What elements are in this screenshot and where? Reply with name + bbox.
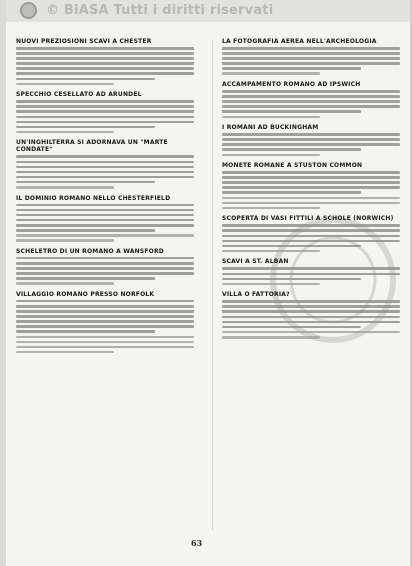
article (222, 81, 400, 118)
article-title: VILLAGGIO ROMANO PRESSO NORFOLK (16, 290, 155, 298)
text-line (16, 116, 194, 119)
text-line (222, 90, 400, 93)
text-line (222, 100, 400, 103)
source-citation-line (16, 282, 114, 285)
page-number: 63 (191, 538, 203, 548)
text-line (222, 186, 400, 189)
source-citation-line (222, 116, 320, 119)
article-title: NUOVI PREZIOSIONI SCAVI A CHESTER (16, 38, 152, 45)
text-line (16, 78, 155, 81)
article-title: SPECCHIO CESELLATO AD ARUNDEL (16, 91, 142, 99)
article (222, 258, 400, 285)
text-line (16, 67, 194, 70)
text-line (222, 229, 400, 232)
text-line (16, 181, 155, 184)
text-line (222, 143, 400, 146)
source-citation-line (16, 83, 114, 86)
text-line (16, 121, 194, 124)
text-line (16, 219, 194, 222)
text-line (16, 47, 194, 50)
text-line (16, 126, 155, 129)
text-line (16, 171, 194, 174)
text-line (16, 214, 194, 217)
article (222, 215, 400, 252)
article-title: MONETE ROMANE A STUSTON COMMON (222, 162, 363, 170)
source-citation-line (16, 131, 114, 134)
source-citation-line (16, 239, 114, 242)
article-title: I ROMANI AD BUCKINGHAM (222, 124, 319, 132)
text-line (16, 166, 194, 169)
text-line (16, 325, 194, 328)
text-line (16, 176, 194, 179)
text-line (222, 278, 361, 281)
source-citation-line (222, 72, 320, 75)
text-line (222, 171, 400, 174)
text-line (16, 300, 194, 303)
right-column (222, 38, 400, 345)
article (16, 139, 194, 188)
article (222, 38, 400, 75)
text-line (16, 204, 194, 207)
article (16, 91, 194, 133)
text-line (222, 95, 400, 98)
text-line (16, 72, 194, 75)
source-citation-line (16, 346, 194, 349)
article (222, 124, 400, 156)
text-line (222, 267, 400, 270)
text-line (222, 224, 400, 227)
article-title: SCAVI A ST. ALBAN (222, 258, 289, 266)
text-line (16, 305, 194, 308)
source-citation-line (16, 186, 114, 189)
text-line (222, 245, 361, 248)
source-citation-line (222, 154, 320, 157)
text-line (16, 155, 194, 158)
text-line (16, 209, 194, 212)
article (16, 248, 194, 285)
text-line (222, 138, 400, 141)
article (222, 162, 400, 209)
source-citation-line (222, 207, 320, 210)
text-line (16, 320, 194, 323)
text-line (222, 181, 400, 184)
source-citation-line (222, 202, 400, 205)
text-line (222, 110, 361, 113)
text-line (16, 161, 194, 164)
text-line (222, 47, 400, 50)
text-line (16, 330, 155, 333)
text-line (16, 105, 194, 108)
text-line (16, 100, 194, 103)
source-citation-line (222, 197, 400, 200)
column-divider (212, 40, 213, 530)
text-line (222, 148, 361, 151)
article (222, 291, 400, 338)
text-line (16, 257, 194, 260)
text-line (16, 310, 194, 313)
text-line (16, 229, 155, 232)
source-citation-line (222, 283, 320, 286)
text-line (16, 272, 194, 275)
source-citation-line (16, 351, 114, 354)
article-title: SCOPERTA DI VASI FITTILI A SCHOLE (NORWICH) (222, 215, 394, 223)
source-citation-line (16, 234, 194, 237)
text-line (16, 110, 194, 113)
text-line (222, 300, 400, 303)
text-line (222, 321, 400, 324)
text-line (222, 105, 400, 108)
text-line (222, 52, 400, 55)
article (16, 38, 194, 85)
article (16, 195, 194, 242)
text-line (16, 52, 194, 55)
text-line (16, 277, 155, 280)
text-line (222, 305, 400, 308)
text-line (16, 62, 194, 65)
text-line (16, 267, 194, 270)
source-citation-line (222, 250, 320, 253)
article-title: VILLA O FATTORIA? (222, 291, 290, 299)
text-line (222, 235, 400, 238)
article-title: ACCAMPAMENTO ROMANO AD IPSWICH (222, 81, 361, 89)
article-title: IL DOMINIO ROMANO NELLO CHESTERFIELD (16, 194, 171, 202)
left-column (16, 38, 194, 359)
text-line (222, 67, 361, 70)
article-title: LA FOTOGRAFIA AEREA NELL'ARCHEOLOGIA (222, 38, 377, 45)
text-line (16, 262, 194, 265)
text-line (222, 191, 361, 194)
source-citation-line (16, 341, 194, 344)
text-line (16, 315, 194, 318)
text-line (222, 133, 400, 136)
article-title: UN'INGHILTERRA SI ADORNAVA UN "MARTE CONDATE" (16, 139, 168, 154)
text-line (222, 240, 400, 243)
text-line (222, 316, 400, 319)
article-title: SCHELETRO DI UN ROMANO A WANSFORD (16, 247, 164, 255)
watermark-text: © BiASA Tutti i diritti riservati (46, 3, 274, 18)
text-line (222, 57, 400, 60)
text-line (16, 224, 194, 227)
text-line (222, 273, 400, 276)
source-citation-line (16, 336, 194, 339)
biasa-logo-icon (20, 2, 37, 19)
source-citation-line (222, 336, 320, 339)
article (16, 291, 194, 354)
text-line (16, 57, 194, 60)
source-citation-line (222, 331, 400, 334)
text-line (222, 62, 400, 65)
text-line (222, 326, 361, 329)
text-line (222, 176, 400, 179)
text-line (222, 310, 400, 313)
watermark-banner (6, 0, 410, 22)
